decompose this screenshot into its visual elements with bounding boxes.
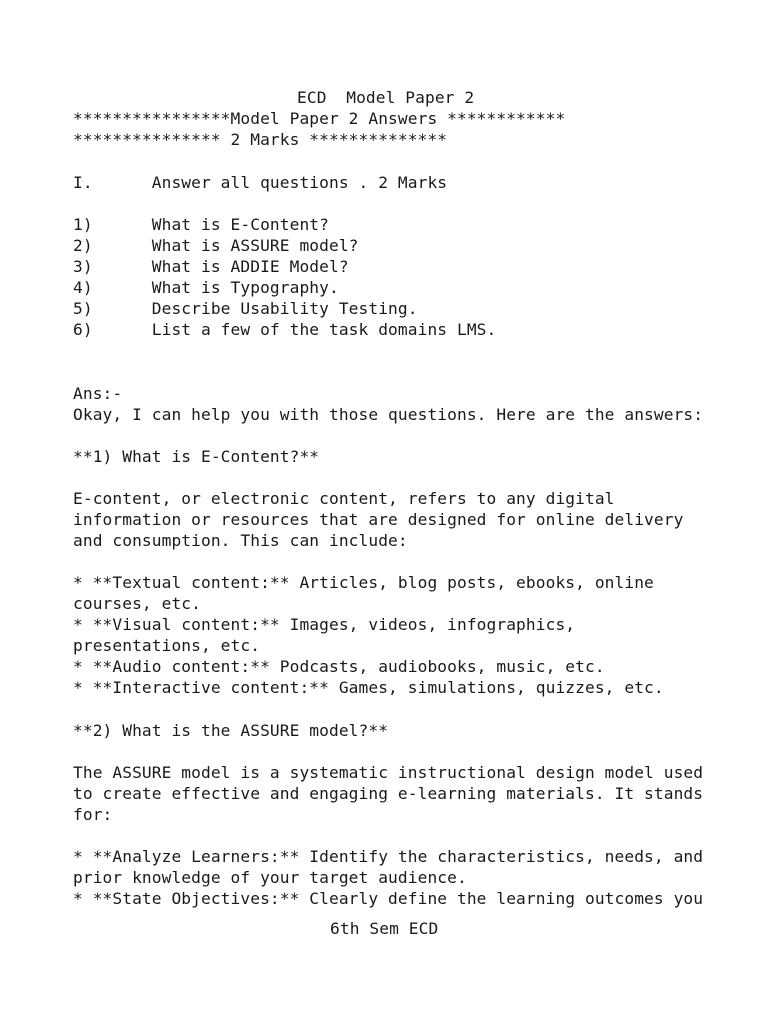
section-heading: I. Answer all questions . 2 Marks (73, 173, 448, 192)
answer-1-bullet-line: presentations, etc. (73, 636, 261, 655)
question-6: 6) List a few of the task domains LMS. (73, 320, 497, 339)
question-3: 3) What is ADDIE Model? (73, 257, 349, 276)
answer-2-heading: **2) What is the ASSURE model?** (73, 721, 389, 740)
question-4: 4) What is Typography. (73, 278, 339, 297)
answer-1-paragraph-line: information or resources that are designed for online delivery (73, 510, 684, 529)
answer-2-paragraph-line: for: (73, 805, 113, 824)
answer-2-paragraph-line: to create effective and engaging e-learning materials. It stands (73, 784, 704, 803)
answer-1-paragraph-line: and consumption. This can include: (73, 531, 408, 550)
question-2: 2) What is ASSURE model? (73, 236, 359, 255)
answer-1-heading: **1) What is E-Content?** (73, 447, 320, 466)
marks-banner: *************** 2 Marks ************** (73, 130, 448, 149)
answer-2-bullet-line: * **Analyze Learners:** Identify the characteristics, needs, and (73, 847, 704, 866)
question-5: 5) Describe Usability Testing. (73, 299, 418, 318)
document-title: ECD Model Paper 2 (297, 88, 475, 107)
answer-1-bullet-line: * **Textual content:** Articles, blog posts, ebooks, online (73, 573, 654, 592)
answer-1-paragraph-line: E-content, or electronic content, refers to any digital (73, 489, 615, 508)
answers-intro: Okay, I can help you with those questions. Here are the answers: (73, 405, 704, 424)
answers-banner: ****************Model Paper 2 Answers ************ (73, 109, 566, 128)
answer-1-bullet-line: courses, etc. (73, 594, 201, 613)
answer-2-bullet-line: prior knowledge of your target audience. (73, 868, 467, 887)
answer-1-bullet-line: * **Interactive content:** Games, simulations, quizzes, etc. (73, 678, 664, 697)
answers-label: Ans:- (73, 384, 123, 403)
page-footer: 6th Sem ECD (330, 919, 439, 938)
answer-2-bullet-line: * **State Objectives:** Clearly define the learning outcomes you (73, 889, 704, 908)
answer-2-paragraph-line: The ASSURE model is a systematic instructional design model used (73, 763, 704, 782)
answer-1-bullet-line: * **Audio content:** Podcasts, audiobooks, music, etc. (73, 657, 605, 676)
question-1: 1) What is E-Content? (73, 215, 329, 234)
answer-1-bullet-line: * **Visual content:** Images, videos, infographics, (73, 615, 576, 634)
